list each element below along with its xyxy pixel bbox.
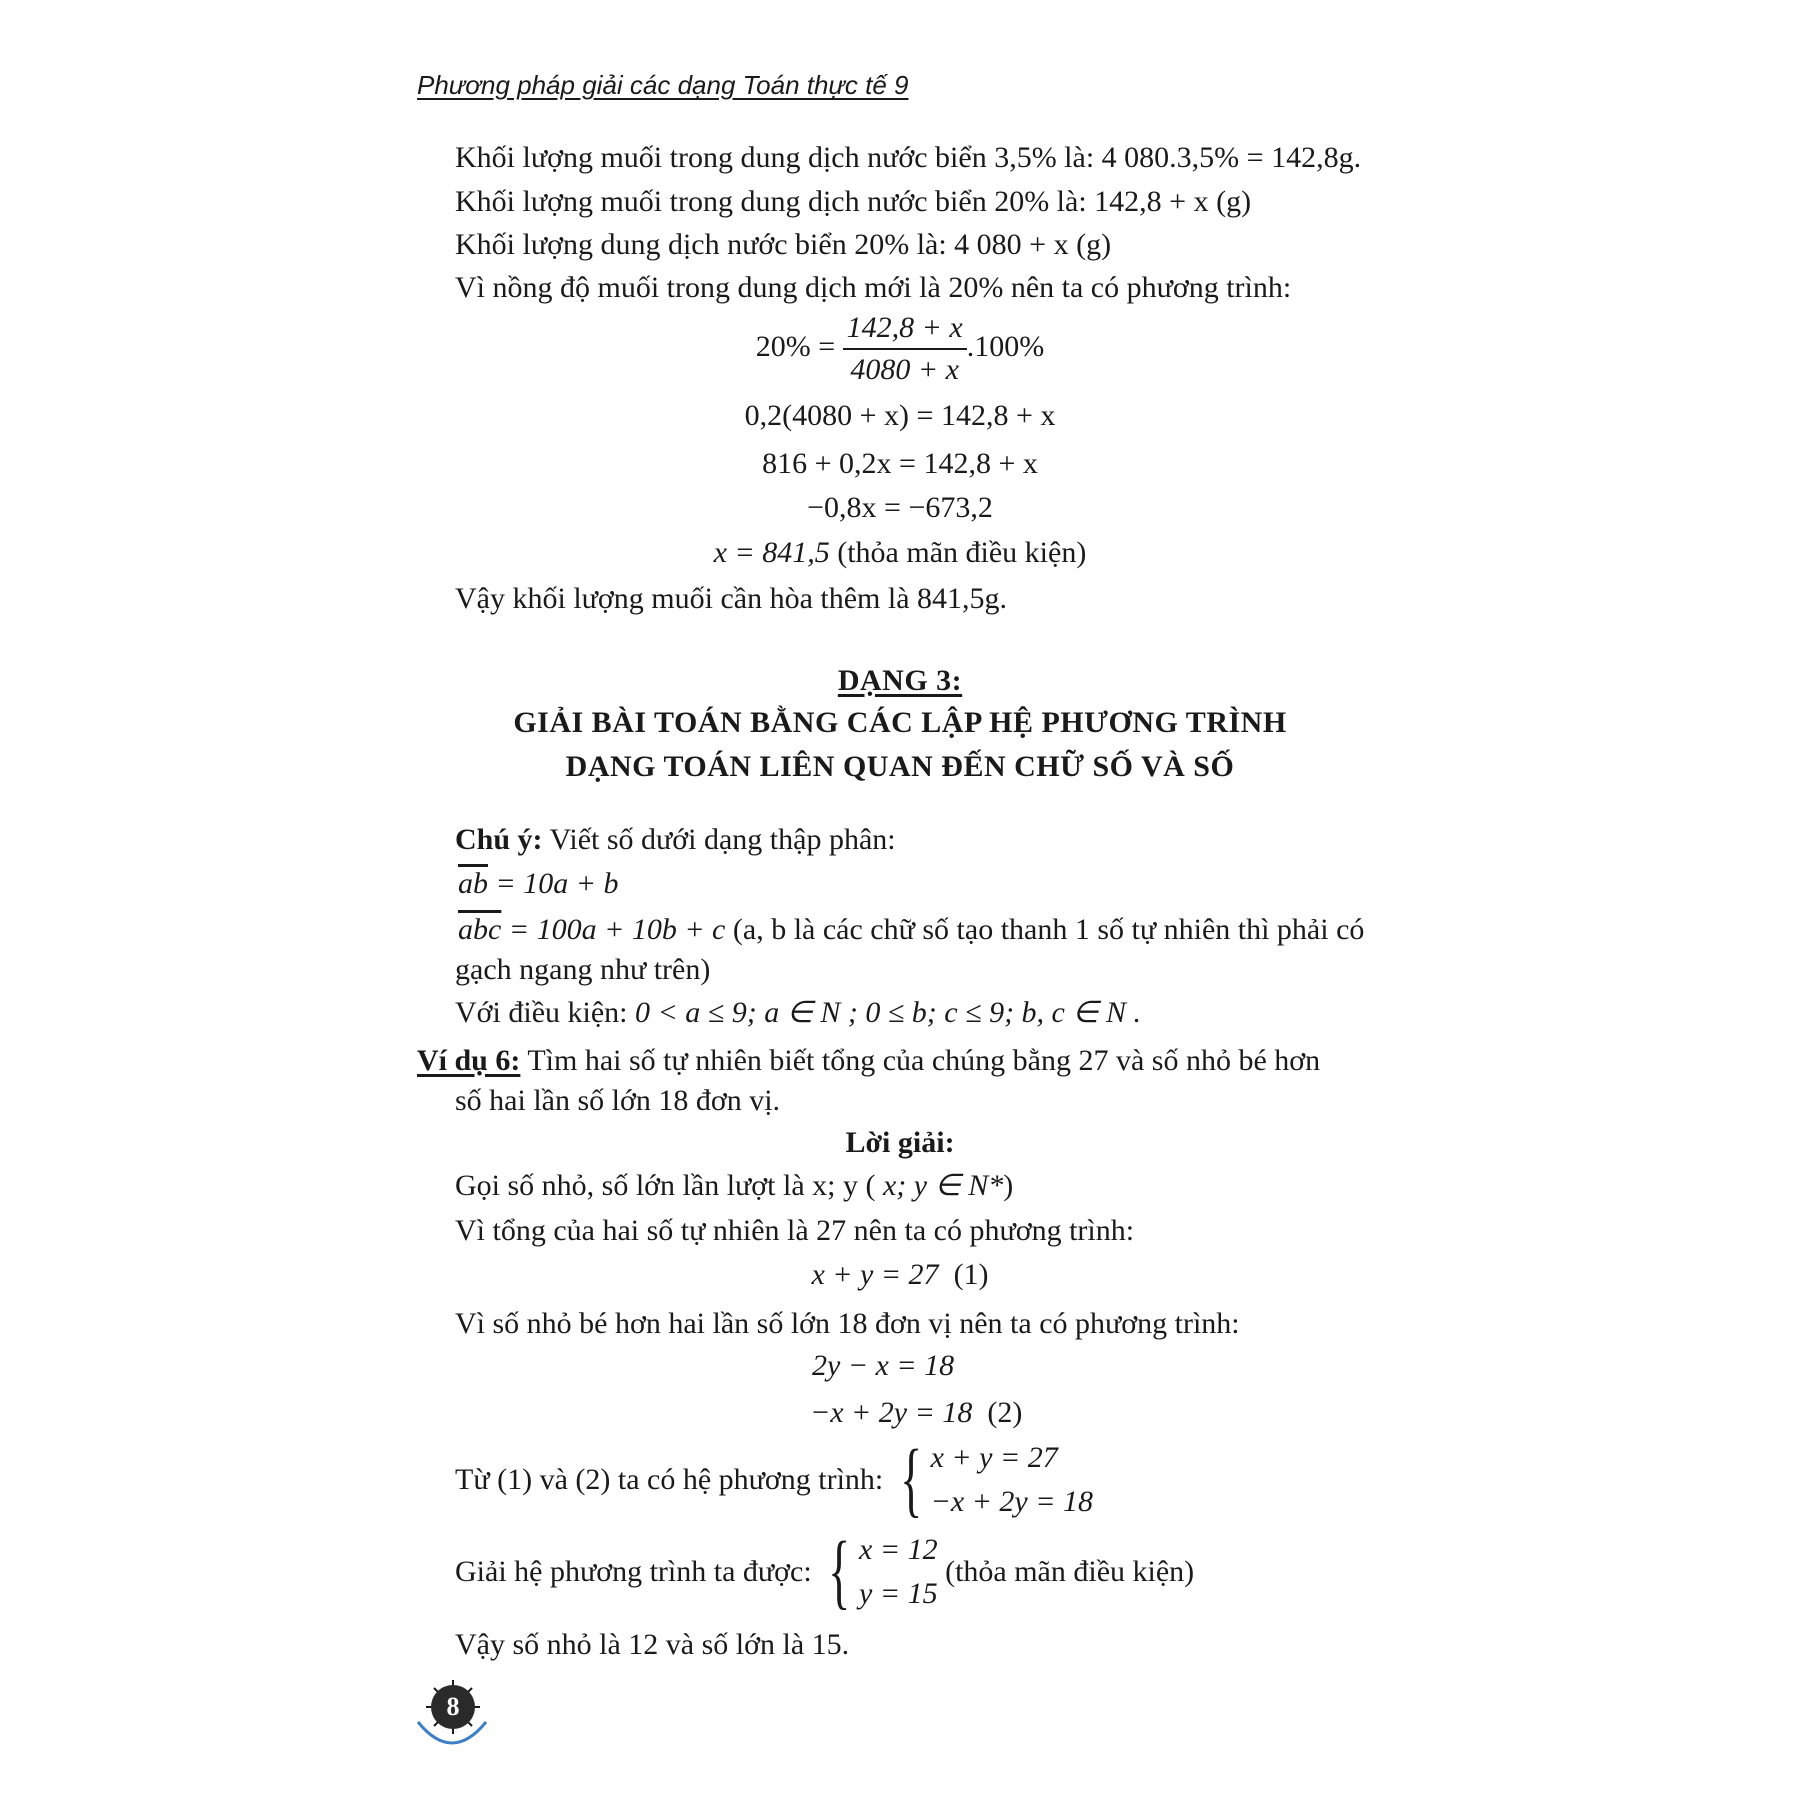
page-number-arc-icon [414,1718,490,1758]
system-brace: { [828,1525,851,1618]
condition-line [455,995,1141,1031]
note-line [455,822,896,858]
example-text-2: số hai lần số lớn 18 đơn vị. [455,1084,781,1117]
example-step-1-close: ) [1003,1169,1014,1202]
example-eq-1-tag: (1) [953,1258,989,1291]
solution-line-4: Vì nồng độ muối trong dung dịch mới là 20% nên ta có phương trình: [455,271,1292,304]
example-step-1 [455,1168,1013,1204]
system-1-eq-a: x + y = 27 [930,1441,1058,1474]
example-step-2: Vì tổng của hai số tự nhiên là 27 nên ta có phương trình: [455,1214,1135,1247]
formula-abc-text-2: gạch ngang như trên) [455,953,711,986]
formula-ab-overlined: $\overline{ab}$ [458,867,488,900]
formula-ab-rest: = 10a + b [488,867,619,900]
example-text-1: Tìm hai số tự nhiên biết tổng của chúng bằng 27 và số nhỏ bé hơn [520,1044,1321,1077]
running-header: Phương pháp giải các dạng Toán thực tế 9 [417,70,909,100]
formula-abc-rest: = 100a + 10b + c [501,913,726,946]
equation-3: 816 + 0,2x = 142,8 + x [762,447,1038,480]
condition-math: 0 < a ≤ 9; a ∈ N ; 0 ≤ b; c ≤ 9; b, c ∈ N . [635,996,1142,1029]
formula-abc [458,912,1364,948]
example-eq-1-math: x + y = 27 [811,1258,939,1291]
example-conclusion: Vậy số nhỏ là 12 và số lớn là 15. [455,1628,850,1661]
example-eq-2b-tag: (2) [987,1396,1023,1429]
equation-fraction [0,310,1800,388]
note-text: Viết số dưới dạng thập phân: [542,823,896,856]
section-title-line-1: GIẢI BÀI TOÁN BẰNG CÁC LẬP HỆ PHƯƠNG TRÌNH [513,706,1287,739]
equation-2: 0,2(4080 + x) = 142,8 + x [744,399,1056,432]
solution-line-3: Khối lượng dung dịch nước biển 20% là: 4 080 + x (g) [455,228,1112,261]
equation-fraction-left: 20% = [755,329,836,363]
system-brace: { [899,1433,923,1526]
example-eq-2b [810,1395,1022,1431]
solution-line-2: Khối lượng muối trong dung dịch nước biển 20% là: 142,8 + x (g) [455,185,1252,218]
example-step-3: Vì số nhỏ bé hơn hai lần số lớn 18 đơn vị nên ta có phương trình: [455,1307,1240,1340]
solution-line-1: Khối lượng muối trong dung dịch nước biển 3,5% là: 4 080.3,5% = 142,8g. [455,141,1362,174]
example-eq-2a: 2y − x = 18 [812,1349,955,1382]
system-1-eq-b: −x + 2y = 18 [930,1485,1093,1518]
equation-4: −0,8x = −673,2 [807,491,993,524]
equation-fraction-right: .100% [966,329,1045,363]
example-eq-1 [0,1257,1800,1293]
example-step-5 [455,1525,1195,1618]
section-title-line-2: DẠNG TOÁN LIÊN QUAN ĐẾN CHỮ SỐ VÀ SỐ [565,750,1235,783]
equation-5 [0,535,1800,571]
example-step-1-math: x; y ∈ N* [875,1169,1004,1202]
example-line-1 [417,1043,1320,1079]
example-label: Ví dụ 6: [417,1044,521,1077]
equation-system-1 [931,1436,1093,1524]
example-eq-2b-math: −x + 2y = 18 [810,1396,973,1429]
fraction-denominator: 4080 + x [850,353,959,386]
page-number: 8 [446,1692,460,1721]
condition-label: Với điều kiện: [455,996,635,1029]
formula-ab [458,866,619,902]
fraction [843,310,967,388]
formula-abc-overlined: $\overline{abc}$ [458,913,502,946]
system-2-eq-b: y = 15 [859,1577,938,1610]
example-step-4-text: Từ (1) và (2) ta có hệ phương trình: [455,1463,884,1496]
equation-5-note: (thỏa mãn điều kiện) [837,536,1087,569]
example-step-1-text: Gọi số nhỏ, số lớn lần lượt là x; y ( [455,1169,876,1202]
example-step-4 [455,1433,1093,1526]
note-label: Chú ý: [455,823,543,856]
formula-abc-text: (a, b là các chữ số tạo thanh 1 số tự nhiên thì phải có [725,913,1365,946]
equation-system-2 [859,1528,938,1616]
system-2-eq-a: x = 12 [859,1533,938,1566]
example-step-5-text: Giải hệ phương trình ta được: [455,1555,812,1588]
example-step-5-tail: (thỏa mãn điều kiện) [945,1555,1195,1588]
section-label: DẠNG 3: [837,664,963,697]
solution-label: Lời giải: [845,1126,955,1159]
equation-5-math: x = 841,5 [713,536,830,569]
solution-conclusion: Vậy khối lượng muối cần hòa thêm là 841,5g. [455,582,1008,615]
fraction-numerator: 142,8 + x [843,310,967,350]
